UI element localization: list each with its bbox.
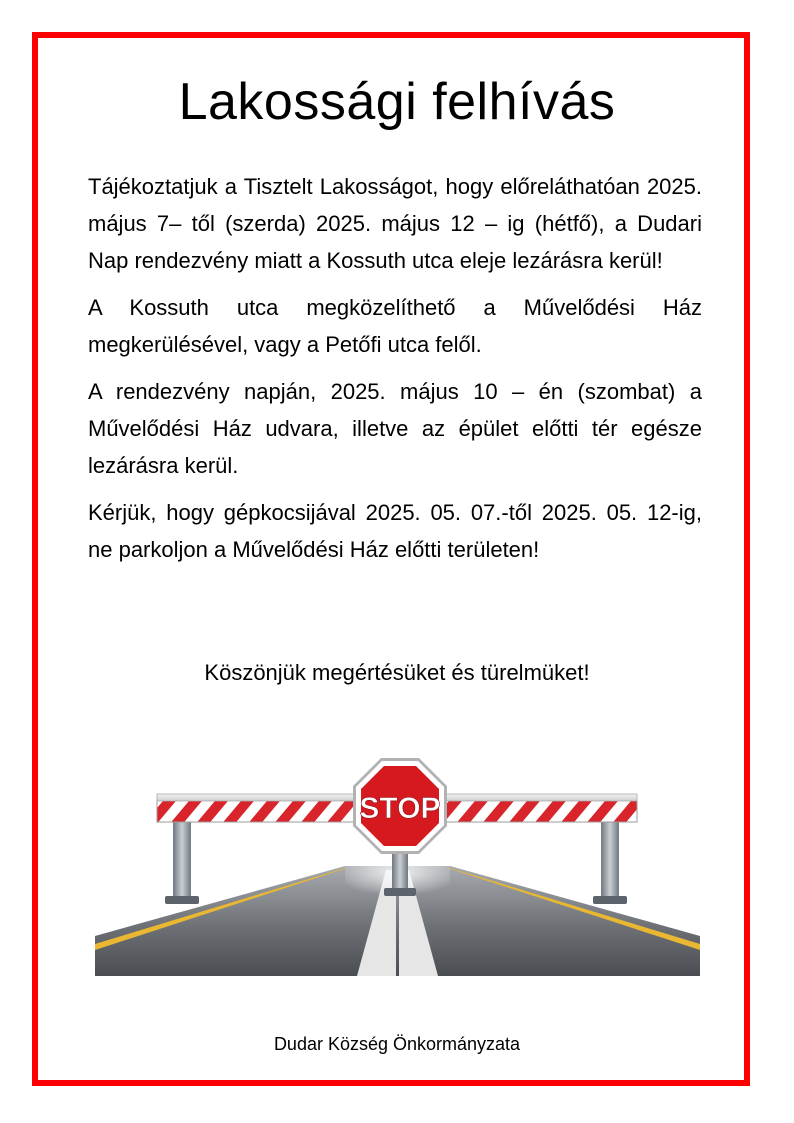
paragraph-detour: A Kossuth utca megközelíthető a Művelődési Ház megkerülésével, vagy a Petőfi utca felől. [88, 295, 702, 357]
notice-body [88, 168, 702, 578]
right-barrier-post [593, 818, 627, 904]
paragraph-event-day: A rendezvény napján, 2025. május 10 – én (szombat) a Művelődési Ház udvara, illetve az épület előtti tér egésze lezárásra kerül. [88, 379, 702, 478]
left-barrier-post [165, 818, 199, 904]
thanks-line: Köszönjük megértésüket és türelmüket! [204, 660, 590, 685]
stop-sign [353, 758, 447, 854]
page-title: Lakossági felhívás [178, 73, 616, 131]
paragraph-road-closure: Tájékoztatjuk a Tisztelt Lakosságot, hogy előreláthatóan 2025. május 7– től (szerda) 2025. május 12 – ig (hétfő), a Dudari Nap rendezvény miatt a Kossuth utca eleje lezárásra kerül! [88, 174, 702, 273]
paragraph-parking: Kérjük, hogy gépkocsijával 2025. 05. 07.-től 2025. 05. 12-ig, ne parkoljon a Művelődési Ház előtti területen! [88, 500, 702, 562]
signature: Dudar Község Önkormányzata [273, 1034, 521, 1054]
road-barrier-illustration [95, 758, 700, 976]
stop-sign-text: STOP [359, 792, 441, 825]
